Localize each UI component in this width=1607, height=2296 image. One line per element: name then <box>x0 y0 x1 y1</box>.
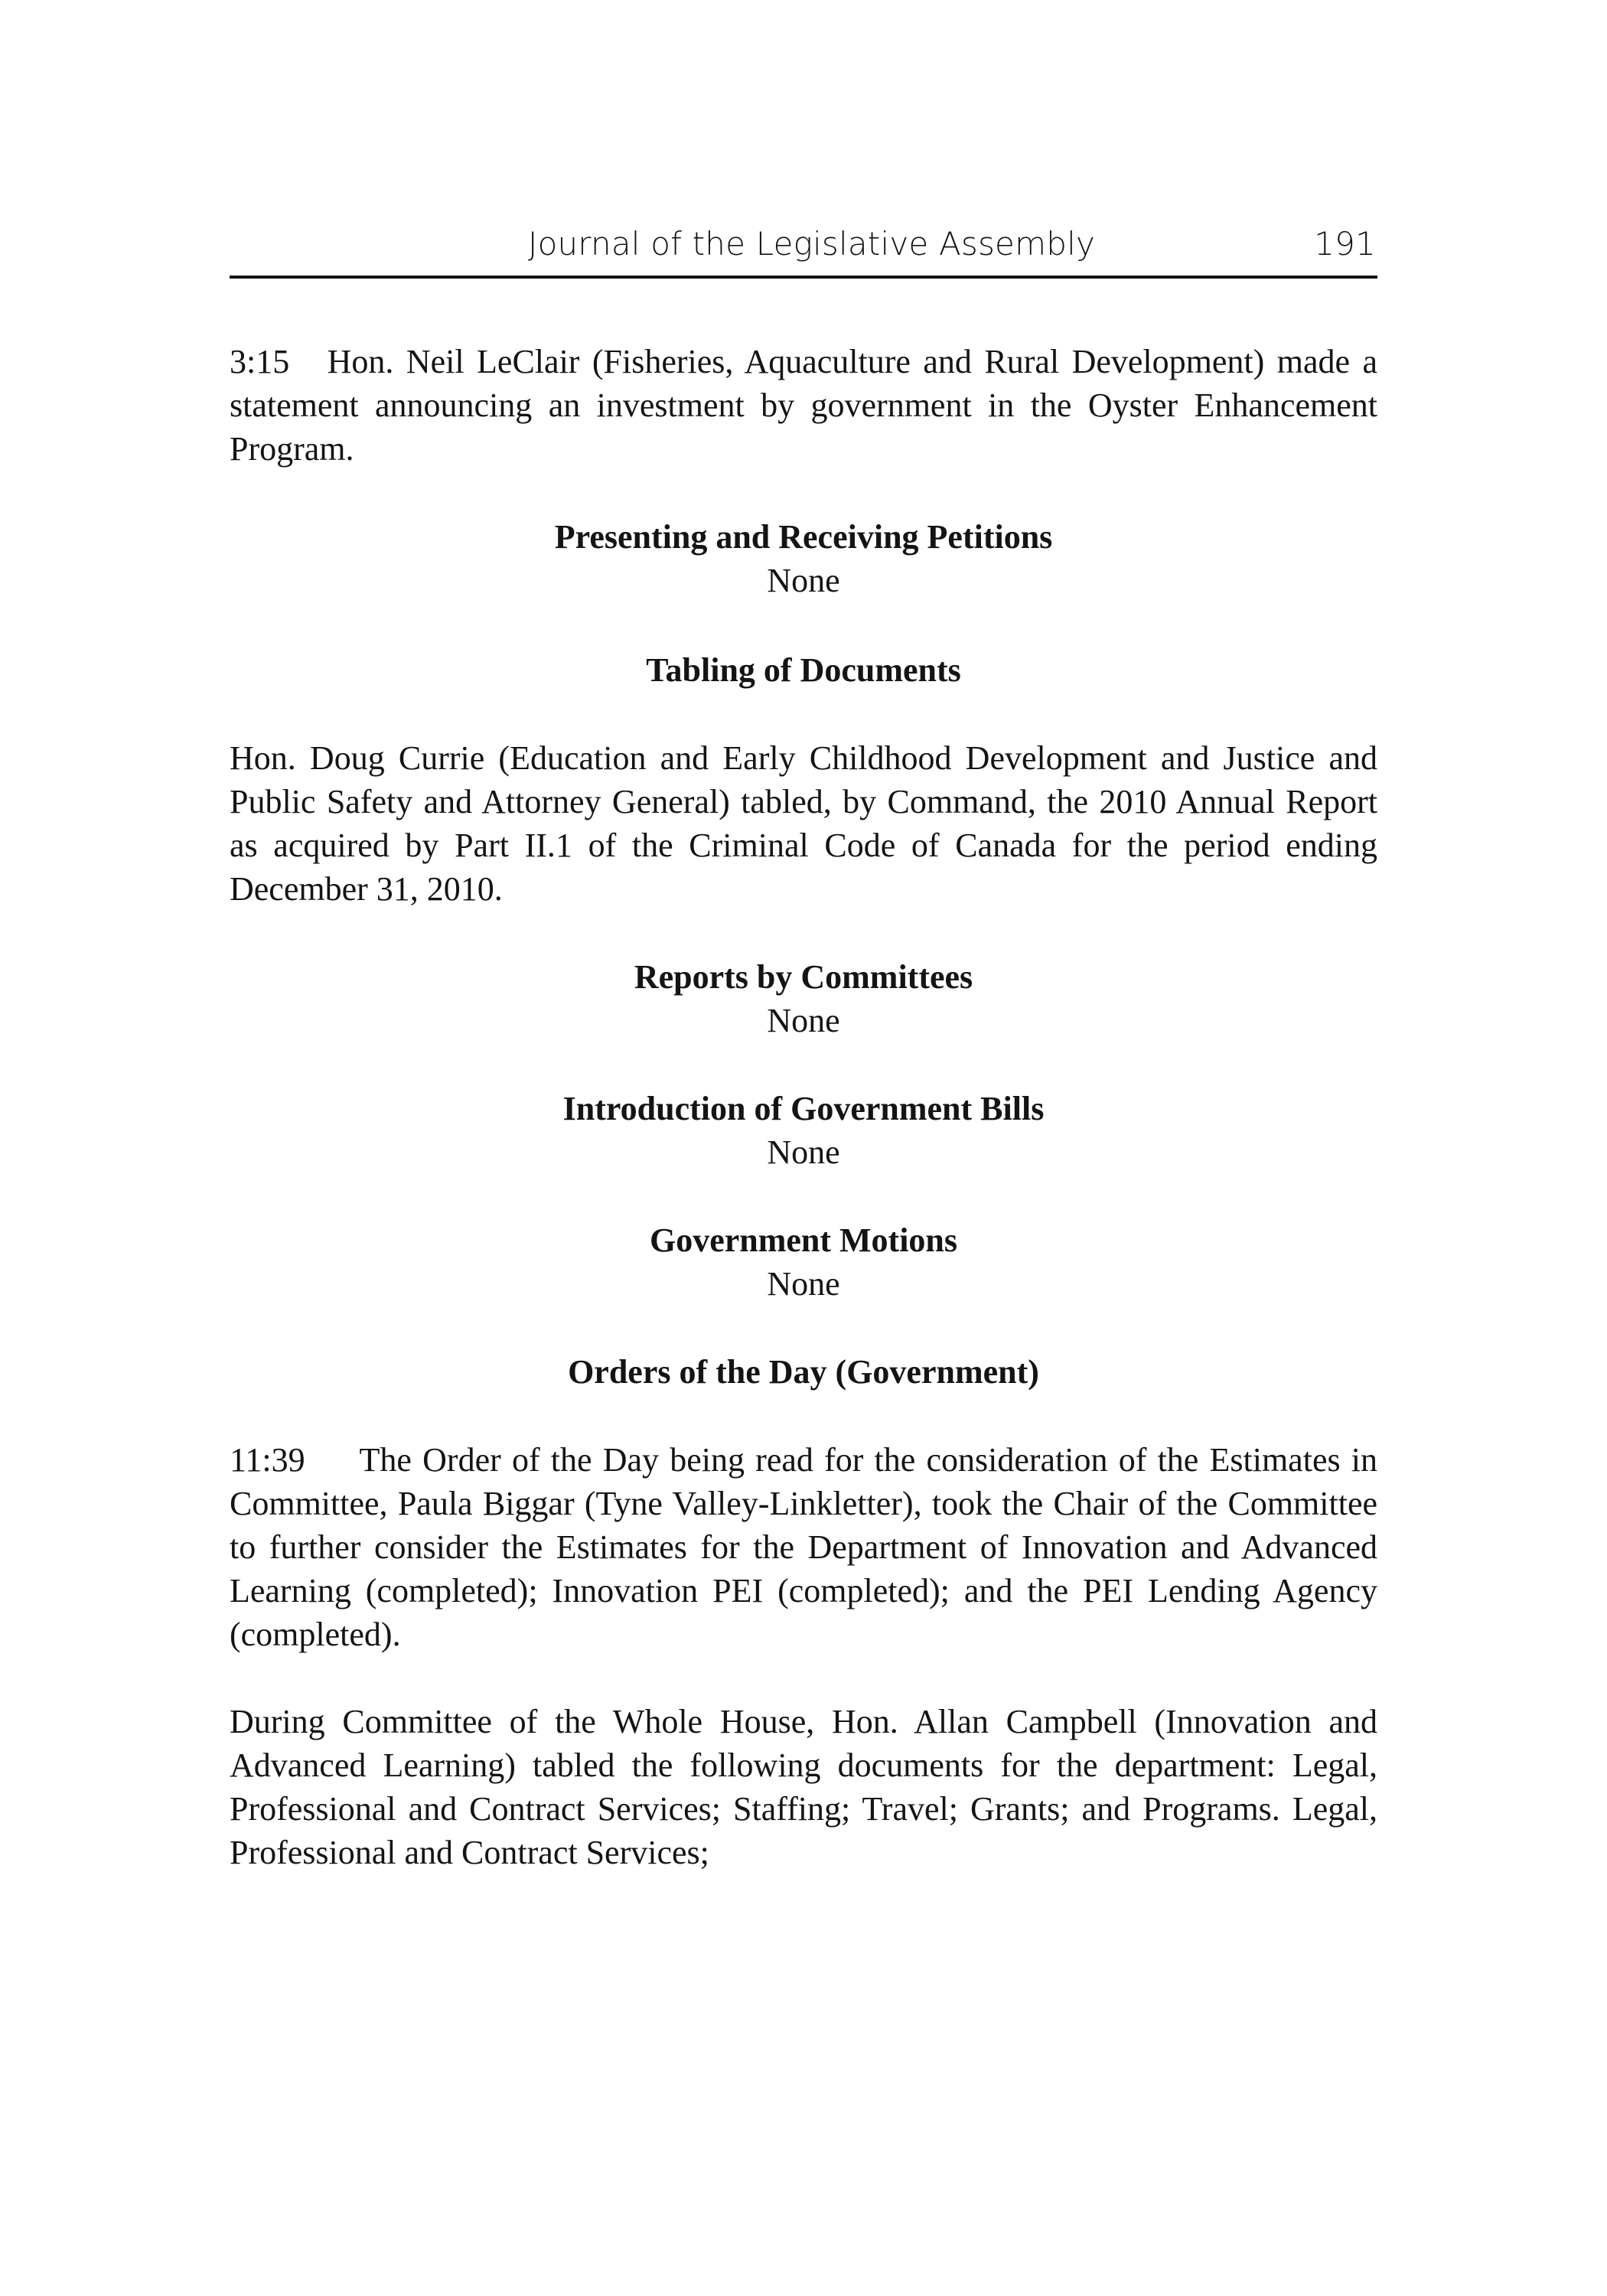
journal-page <box>230 222 1377 1874</box>
section-heading-tabling: Tabling of Documents <box>646 651 961 689</box>
running-title: Journal of the Legislative Assembly <box>528 225 1095 263</box>
section-heading-petitions: Presenting and Receiving Petitions <box>554 518 1053 556</box>
motions-status: None <box>767 1265 840 1303</box>
entry-time: 3:15 <box>230 343 290 380</box>
committee-paragraph: During Committee of the Whole House, Hon. Allan Campbell (Innovation and Advanced Learning) tabled the following documents for the department: Legal, Professional and Contract Services; Staffing; Travel; Grants; and Programs. Legal, Professional and Contract Services; <box>230 1703 1377 1871</box>
tabling-paragraph: Hon. Doug Currie (Education and Early Childhood Development and Justice and Public Safety and Attorney General) tabled, by Command, the 2010 Annual Report as acquired by Part II.1 of the Criminal Code of Canada for the period ending December 31, 2010. <box>230 739 1377 908</box>
section-heading-motions: Government Motions <box>649 1221 958 1259</box>
entry-time: 11:39 <box>230 1441 305 1479</box>
statement-text: Hon. Neil LeClair (Fisheries, Aquaculture and Rural Development) made a statement announcing an investment by government in the Oyster Enhancement Program. <box>230 343 1377 468</box>
page-number: 191 <box>1314 225 1376 263</box>
section-heading-reports: Reports by Committees <box>634 958 973 996</box>
section-heading-bills: Introduction of Government Bills <box>562 1090 1045 1127</box>
bills-status: None <box>767 1133 840 1171</box>
running-header <box>230 222 1377 279</box>
petitions-status: None <box>767 562 840 599</box>
journal-body <box>230 340 1377 1874</box>
section-heading-orders: Orders of the Day (Government) <box>568 1353 1039 1391</box>
statement-paragraph <box>230 340 1377 471</box>
orders-text: The Order of the Day being read for the consideration of the Estimates in Committee, Paula Biggar (Tyne Valley-Linkletter), took the Chair of the Committee to further consider the Estimates for the Department of Innovation and Advanced Learning (completed); Innovation PEI (completed); and the PEI Lending Agency (completed). <box>230 1441 1378 1653</box>
orders-paragraph <box>230 1438 1377 1656</box>
reports-status: None <box>767 1002 840 1039</box>
